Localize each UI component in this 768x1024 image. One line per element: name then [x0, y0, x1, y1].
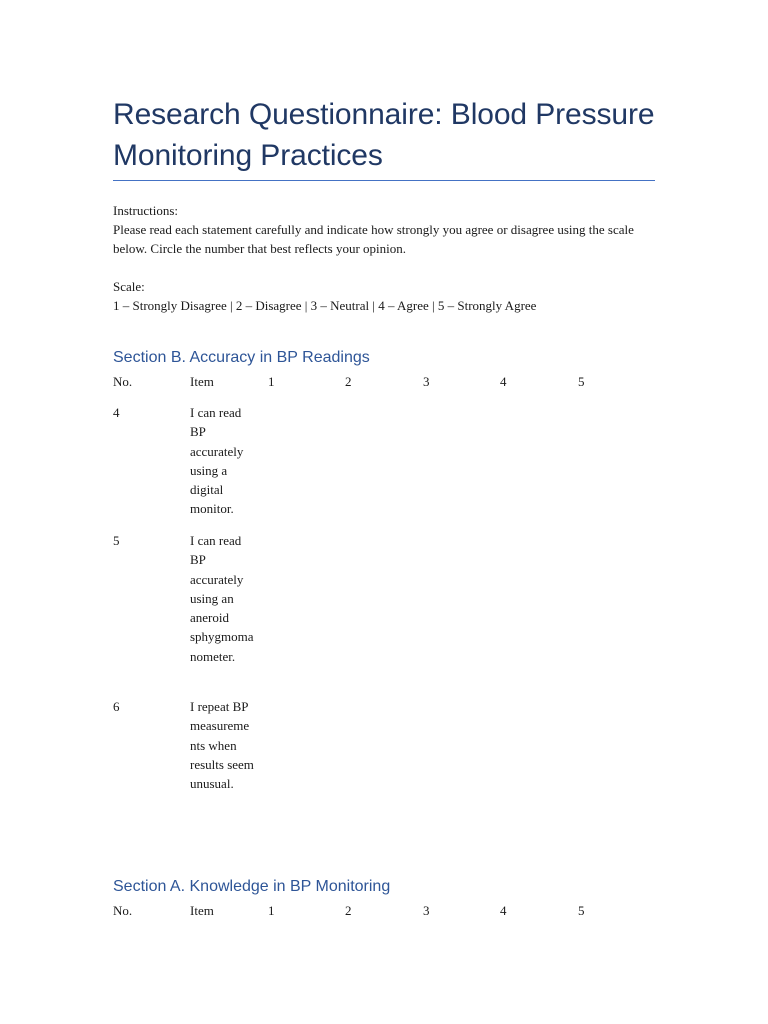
column-header-2: 2	[345, 374, 352, 389]
table-row	[113, 697, 655, 837]
instructions-text: Please read each statement carefully and indicate how strongly you agree or disagree using the scale below. Circle the number that best reflects your opinion.	[113, 222, 634, 256]
row-item-text: I can read BP accurately using an aneroid sphygmomanometer.	[190, 533, 254, 664]
column-header-3: 3	[423, 903, 430, 918]
column-header-1: 1	[268, 903, 275, 918]
column-header-5: 5	[578, 374, 585, 389]
section-b-table	[113, 372, 655, 837]
column-header-1: 1	[268, 374, 275, 389]
column-header-item: Item	[190, 374, 214, 389]
column-header-3: 3	[423, 374, 430, 389]
row-number: 4	[113, 405, 120, 420]
row-item-cell	[190, 697, 256, 793]
table-header-row	[113, 901, 655, 925]
document-title: Research Questionnaire: Blood Pressure Monitoring Practices	[113, 98, 655, 172]
row-item-text: I can read BP accurately using a digital monitor.	[190, 405, 244, 517]
table-row	[113, 403, 655, 531]
row-item-cell	[190, 403, 256, 519]
row-number: 5	[113, 533, 120, 548]
scale-text: 1 – Strongly Disagree | 2 – Disagree | 3 – Neutral | 4 – Agree | 5 – Strongly Agree	[113, 298, 537, 313]
section-b-heading: Section B. Accuracy in BP Readings	[113, 349, 370, 366]
row-number: 6	[113, 699, 120, 714]
instructions-label: Instructions:	[113, 203, 178, 218]
scale-label: Scale:	[113, 279, 145, 294]
column-header-no: No.	[113, 903, 133, 918]
table-header-row	[113, 372, 655, 403]
table-row	[113, 531, 655, 697]
title-divider	[113, 180, 655, 181]
column-header-item: Item	[190, 903, 214, 918]
section-a-table	[113, 901, 655, 925]
column-header-5: 5	[578, 903, 585, 918]
section-a-heading: Section A. Knowledge in BP Monitoring	[113, 878, 391, 895]
row-item-text: I repeat BP measurements when results seem unusual.	[190, 699, 254, 792]
column-header-2: 2	[345, 903, 352, 918]
column-header-no: No.	[113, 374, 133, 389]
row-item-cell	[190, 531, 256, 666]
column-header-4: 4	[500, 903, 507, 918]
column-header-4: 4	[500, 374, 507, 389]
